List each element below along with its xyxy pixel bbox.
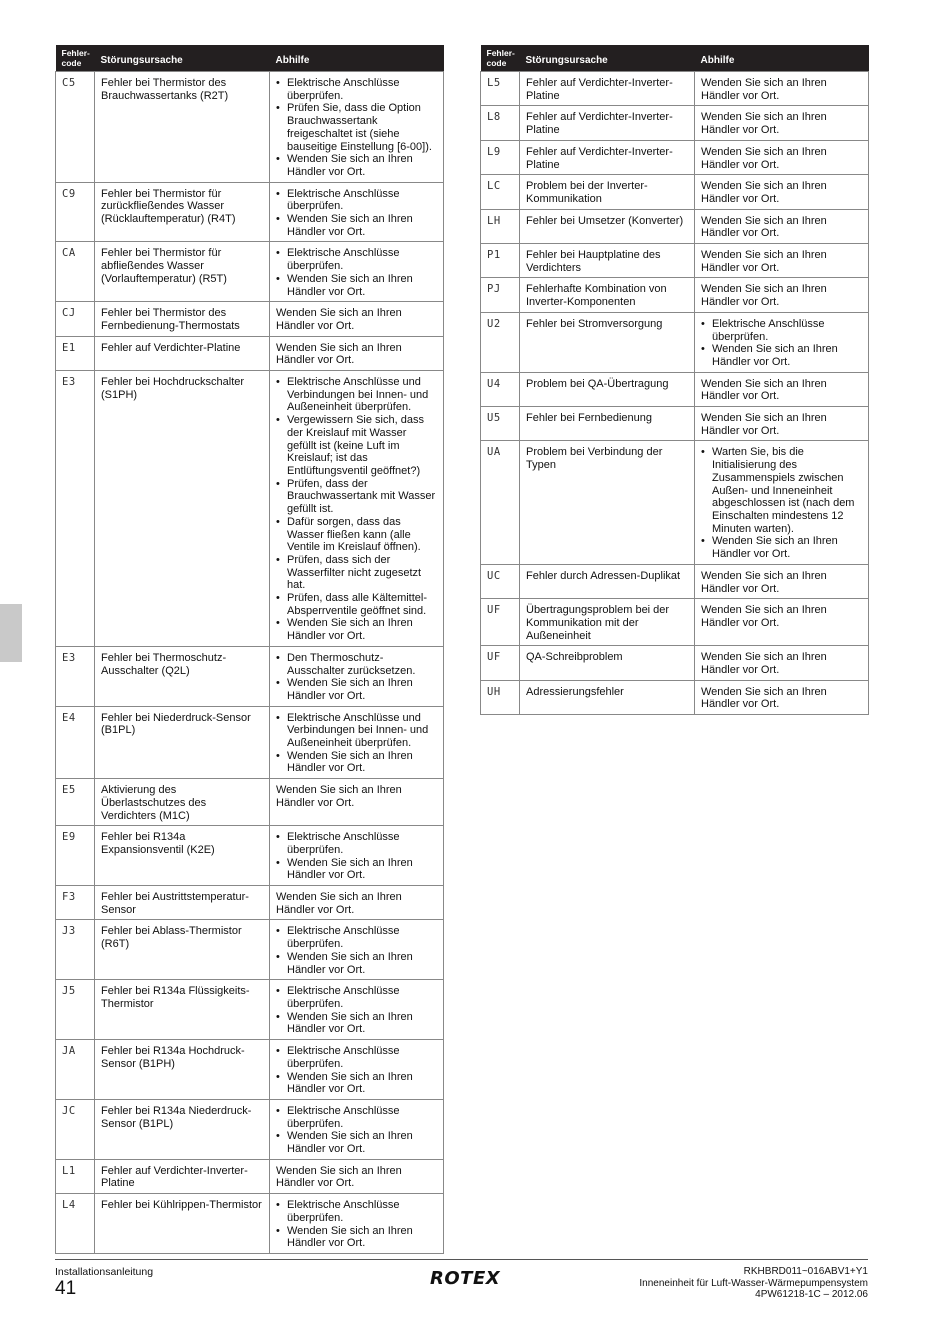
remedy-item: • Wenden Sie sich an Ihren Händler vor Ort. (701, 343, 862, 368)
error-remedy: Wenden Sie sich an Ihren Händler vor Ort. (695, 209, 869, 243)
table-row (481, 441, 869, 564)
error-code: LH (481, 209, 520, 243)
table-row (481, 244, 869, 278)
error-code: J5 (56, 980, 95, 1040)
table-row (481, 680, 869, 714)
remedy-item: • Elektrische Anschlüsse überprüfen. (276, 247, 437, 272)
error-cause: Fehler auf Verdichter-Inverter-Platine (95, 1159, 270, 1193)
error-code: UF (481, 646, 520, 680)
error-cause: Aktivierung des Überlastschutzes des Verdichters (M1C) (95, 779, 270, 826)
remedy-list (276, 77, 437, 179)
table-row (56, 1159, 444, 1193)
table-row (56, 1194, 444, 1254)
remedy-item: • Elektrische Anschlüsse überprüfen. (276, 925, 437, 950)
error-code: P1 (481, 244, 520, 278)
remedy-list (276, 1105, 437, 1156)
error-cause: Fehler durch Adressen-Duplikat (520, 564, 695, 598)
error-cause: Fehler bei Thermistor für zurückfließendes Wasser (Rücklauftemperatur) (R4T) (95, 182, 270, 242)
error-cause: Fehler bei Hochdruckschalter (S1PH) (95, 371, 270, 647)
error-remedy: Wenden Sie sich an Ihren Händler vor Ort. (270, 886, 444, 920)
error-remedy: Wenden Sie sich an Ihren Händler vor Ort. (695, 680, 869, 714)
error-code: J3 (56, 920, 95, 980)
remedy-item: • Elektrische Anschlüsse überprüfen. (276, 985, 437, 1010)
error-code: L5 (481, 72, 520, 106)
remedy-list (276, 1045, 437, 1096)
header-remedy: Abhilfe (270, 45, 444, 72)
remedy-item: • Prüfen Sie, dass die Option Brauchwassertank freigeschaltet ist (siehe bauseitige Einstellung [6-00]). (276, 102, 437, 153)
error-cause: Fehler auf Verdichter-Inverter-Platine (520, 72, 695, 106)
table-row (481, 312, 869, 372)
remedy-list (276, 652, 437, 703)
remedy-list (276, 985, 437, 1036)
table-row (56, 1040, 444, 1100)
remedy-list (276, 376, 437, 643)
error-cause: QA-Schreibproblem (520, 646, 695, 680)
footer-divider (55, 1259, 868, 1260)
error-code: UC (481, 564, 520, 598)
remedy-item: • Prüfen, dass der Brauchwassertank mit Wasser gefüllt ist. (276, 478, 437, 516)
error-cause: Fehler bei Thermistor für abfließendes Wasser (Vorlauftemperatur) (R5T) (95, 242, 270, 302)
error-table-left (55, 45, 444, 1254)
error-remedy (270, 242, 444, 302)
error-remedy: Wenden Sie sich an Ihren Händler vor Ort. (270, 1159, 444, 1193)
error-cause: Problem bei QA-Übertragung (520, 372, 695, 406)
table-row (481, 372, 869, 406)
error-cause: Fehler bei R134a Expansionsventil (K2E) (95, 826, 270, 886)
section-tab-marker (0, 604, 22, 662)
table-row (56, 779, 444, 826)
remedy-item: • Elektrische Anschlüsse überprüfen. (701, 318, 862, 343)
error-cause: Fehler bei R134a Flüssigkeits-Thermistor (95, 980, 270, 1040)
error-code: UF (481, 599, 520, 646)
error-cause: Fehler bei Hauptplatine des Verdichters (520, 244, 695, 278)
remedy-item: • Wenden Sie sich an Ihren Händler vor Ort. (276, 213, 437, 238)
remedy-item: • Elektrische Anschlüsse überprüfen. (276, 831, 437, 856)
remedy-item: • Elektrische Anschlüsse überprüfen. (276, 188, 437, 213)
error-table-right (480, 45, 869, 715)
error-remedy (695, 312, 869, 372)
remedy-item: • Prüfen, dass sich der Wasserfilter nicht zugesetzt hat. (276, 554, 437, 592)
remedy-item: • Wenden Sie sich an Ihren Händler vor Ort. (276, 1011, 437, 1036)
error-cause: Fehler bei Umsetzer (Konverter) (520, 209, 695, 243)
error-code: L9 (481, 140, 520, 174)
error-code: UH (481, 680, 520, 714)
error-remedy (270, 1099, 444, 1159)
table-row (56, 182, 444, 242)
error-remedy: Wenden Sie sich an Ihren Händler vor Ort. (695, 106, 869, 140)
error-remedy (270, 1040, 444, 1100)
error-cause: Fehler bei Ablass-Thermistor (R6T) (95, 920, 270, 980)
remedy-item: • Elektrische Anschlüsse überprüfen. (276, 1199, 437, 1224)
error-remedy: Wenden Sie sich an Ihren Händler vor Ort. (695, 72, 869, 106)
error-cause: Fehler auf Verdichter-Platine (95, 336, 270, 370)
error-remedy: Wenden Sie sich an Ihren Händler vor Ort. (695, 372, 869, 406)
error-code: LC (481, 175, 520, 209)
remedy-item: • Wenden Sie sich an Ihren Händler vor Ort. (276, 153, 437, 178)
error-code: UA (481, 441, 520, 564)
error-remedy: Wenden Sie sich an Ihren Händler vor Ort. (270, 336, 444, 370)
remedy-list (276, 247, 437, 298)
remedy-item: • Wenden Sie sich an Ihren Händler vor Ort. (276, 750, 437, 775)
remedy-item: • Warten Sie, bis die Initialisierung des Zusammenspiels zwischen Außen- und Inneneinheit abgeschlossen ist (nach dem Einschalten mindestens 12 Minuten warten). (701, 446, 862, 535)
header-code: Fehler- code (481, 45, 520, 72)
table-row (56, 706, 444, 779)
error-remedy (695, 441, 869, 564)
table-row (56, 242, 444, 302)
rotex-logo: ROTEX (430, 1268, 501, 1289)
table-row (56, 886, 444, 920)
table-row (56, 1099, 444, 1159)
error-cause: Fehler bei Kühlrippen-Thermistor (95, 1194, 270, 1254)
error-remedy: Wenden Sie sich an Ihren Händler vor Ort. (695, 599, 869, 646)
remedy-item: • Wenden Sie sich an Ihren Händler vor Ort. (701, 535, 862, 560)
remedy-list (276, 1199, 437, 1250)
error-code: PJ (481, 278, 520, 312)
error-code: F3 (56, 886, 95, 920)
remedy-item: • Prüfen, dass alle Kältemittel-Absperrventile geöffnet sind. (276, 592, 437, 617)
table-row (56, 302, 444, 336)
error-remedy: Wenden Sie sich an Ihren Händler vor Ort. (695, 244, 869, 278)
error-code: U2 (481, 312, 520, 372)
table-row (56, 826, 444, 886)
error-cause: Fehler bei Thermoschutz-Ausschalter (Q2L) (95, 646, 270, 706)
remedy-item: • Den Thermoschutz-Ausschalter zurücksetzen. (276, 652, 437, 677)
remedy-item: • Elektrische Anschlüsse überprüfen. (276, 1045, 437, 1070)
error-cause: Fehler bei R134a Niederdruck-Sensor (B1PL) (95, 1099, 270, 1159)
remedy-item: • Wenden Sie sich an Ihren Händler vor Ort. (276, 1071, 437, 1096)
error-cause: Fehler bei Austrittstemperatur-Sensor (95, 886, 270, 920)
table-row (481, 646, 869, 680)
error-code: JC (56, 1099, 95, 1159)
error-cause: Adressierungsfehler (520, 680, 695, 714)
error-code: U4 (481, 372, 520, 406)
remedy-list (701, 446, 862, 560)
remedy-item: • Wenden Sie sich an Ihren Händler vor Ort. (276, 1225, 437, 1250)
remedy-list (276, 831, 437, 882)
footer-doc-type: Installationsanleitung (55, 1266, 154, 1278)
error-remedy: Wenden Sie sich an Ihren Händler vor Ort. (695, 175, 869, 209)
error-remedy (270, 72, 444, 183)
error-code: E3 (56, 371, 95, 647)
error-remedy (270, 706, 444, 779)
error-cause: Fehler bei Niederdruck-Sensor (B1PL) (95, 706, 270, 779)
error-code: E1 (56, 336, 95, 370)
remedy-item: • Wenden Sie sich an Ihren Händler vor Ort. (276, 857, 437, 882)
table-row (56, 920, 444, 980)
table-row (56, 371, 444, 647)
remedy-item: • Wenden Sie sich an Ihren Händler vor Ort. (276, 677, 437, 702)
table-row (481, 599, 869, 646)
error-code: U5 (481, 407, 520, 441)
error-cause: Fehler bei R134a Hochdruck-Sensor (B1PH) (95, 1040, 270, 1100)
header-cause: Störungsursache (520, 45, 695, 72)
remedy-item: • Wenden Sie sich an Ihren Händler vor Ort. (276, 273, 437, 298)
error-remedy: Wenden Sie sich an Ihren Händler vor Ort. (695, 564, 869, 598)
remedy-item: • Wenden Sie sich an Ihren Händler vor Ort. (276, 951, 437, 976)
error-code: L4 (56, 1194, 95, 1254)
error-remedy: Wenden Sie sich an Ihren Händler vor Ort. (695, 140, 869, 174)
error-cause: Problem bei Verbindung der Typen (520, 441, 695, 564)
error-cause: Fehler auf Verdichter-Inverter-Platine (520, 140, 695, 174)
error-cause: Fehler bei Stromversorgung (520, 312, 695, 372)
table-row (481, 106, 869, 140)
header-remedy: Abhilfe (695, 45, 869, 72)
table-row (481, 140, 869, 174)
error-remedy: Wenden Sie sich an Ihren Händler vor Ort. (695, 407, 869, 441)
error-cause: Übertragungsproblem bei der Kommunikation mit der Außeneinheit (520, 599, 695, 646)
remedy-item: • Dafür sorgen, dass das Wasser fließen kann (alle Ventile im Kreislauf öffnen). (276, 516, 437, 554)
error-cause: Fehlerhafte Kombination von Inverter-Komponenten (520, 278, 695, 312)
table-row (481, 209, 869, 243)
error-remedy: Wenden Sie sich an Ihren Händler vor Ort. (695, 646, 869, 680)
table-header-row (481, 45, 869, 72)
error-remedy: Wenden Sie sich an Ihren Händler vor Ort. (695, 278, 869, 312)
table-row (481, 564, 869, 598)
remedy-item: • Elektrische Anschlüsse und Verbindungen bei Innen- und Außeneinheit überprüfen. (276, 712, 437, 750)
error-code: L8 (481, 106, 520, 140)
remedy-list (276, 188, 437, 239)
table-row (56, 336, 444, 370)
footer-subtitle: Inneneinheit für Luft-Wasser-Wärmepumpensystem (639, 1277, 868, 1289)
error-remedy (270, 371, 444, 647)
table-row (56, 646, 444, 706)
remedy-list (276, 712, 437, 776)
error-remedy (270, 646, 444, 706)
page-number: 41 (55, 1278, 77, 1299)
remedy-item: • Wenden Sie sich an Ihren Händler vor Ort. (276, 1130, 437, 1155)
table-row (481, 72, 869, 106)
remedy-list (701, 318, 862, 369)
footer-doc-code: 4PW61218-1C – 2012.06 (755, 1289, 868, 1300)
error-remedy (270, 182, 444, 242)
table-header-row (56, 45, 444, 72)
table-row (56, 72, 444, 183)
footer-model: RKHBRD011~016ABV1+Y1 (743, 1266, 868, 1277)
error-remedy: Wenden Sie sich an Ihren Händler vor Ort. (270, 302, 444, 336)
error-cause: Fehler auf Verdichter-Inverter-Platine (520, 106, 695, 140)
footer-info (639, 1266, 868, 1301)
error-code: C5 (56, 72, 95, 183)
table-row (481, 278, 869, 312)
error-code: E3 (56, 646, 95, 706)
error-remedy (270, 920, 444, 980)
error-code: L1 (56, 1159, 95, 1193)
error-cause: Fehler bei Thermistor des Fernbedienung-Thermostats (95, 302, 270, 336)
error-code: E5 (56, 779, 95, 826)
error-remedy (270, 826, 444, 886)
header-code: Fehler- code (56, 45, 95, 72)
table-row (481, 175, 869, 209)
table-row (56, 980, 444, 1040)
header-cause: Störungsursache (95, 45, 270, 72)
error-code: CA (56, 242, 95, 302)
error-code: E4 (56, 706, 95, 779)
error-remedy (270, 980, 444, 1040)
remedy-list (276, 925, 437, 976)
remedy-item: • Elektrische Anschlüsse überprüfen. (276, 1105, 437, 1130)
error-remedy (270, 1194, 444, 1254)
error-code: CJ (56, 302, 95, 336)
error-code: C9 (56, 182, 95, 242)
remedy-item: • Vergewissern Sie sich, dass der Kreislauf mit Wasser gefüllt ist (keine Luft im Kreislauf; ist das Entlüftungsventil geöffnet?) (276, 414, 437, 478)
error-code: E9 (56, 826, 95, 886)
remedy-item: • Wenden Sie sich an Ihren Händler vor Ort. (276, 617, 437, 642)
error-cause: Fehler bei Fernbedienung (520, 407, 695, 441)
remedy-item: • Elektrische Anschlüsse überprüfen. (276, 77, 437, 102)
error-cause: Problem bei der Inverter-Kommunikation (520, 175, 695, 209)
table-row (481, 407, 869, 441)
error-code: JA (56, 1040, 95, 1100)
remedy-item: • Elektrische Anschlüsse und Verbindungen bei Innen- und Außeneinheit überprüfen. (276, 376, 437, 414)
error-remedy: Wenden Sie sich an Ihren Händler vor Ort. (270, 779, 444, 826)
error-cause: Fehler bei Thermistor des Brauchwassertanks (R2T) (95, 72, 270, 183)
